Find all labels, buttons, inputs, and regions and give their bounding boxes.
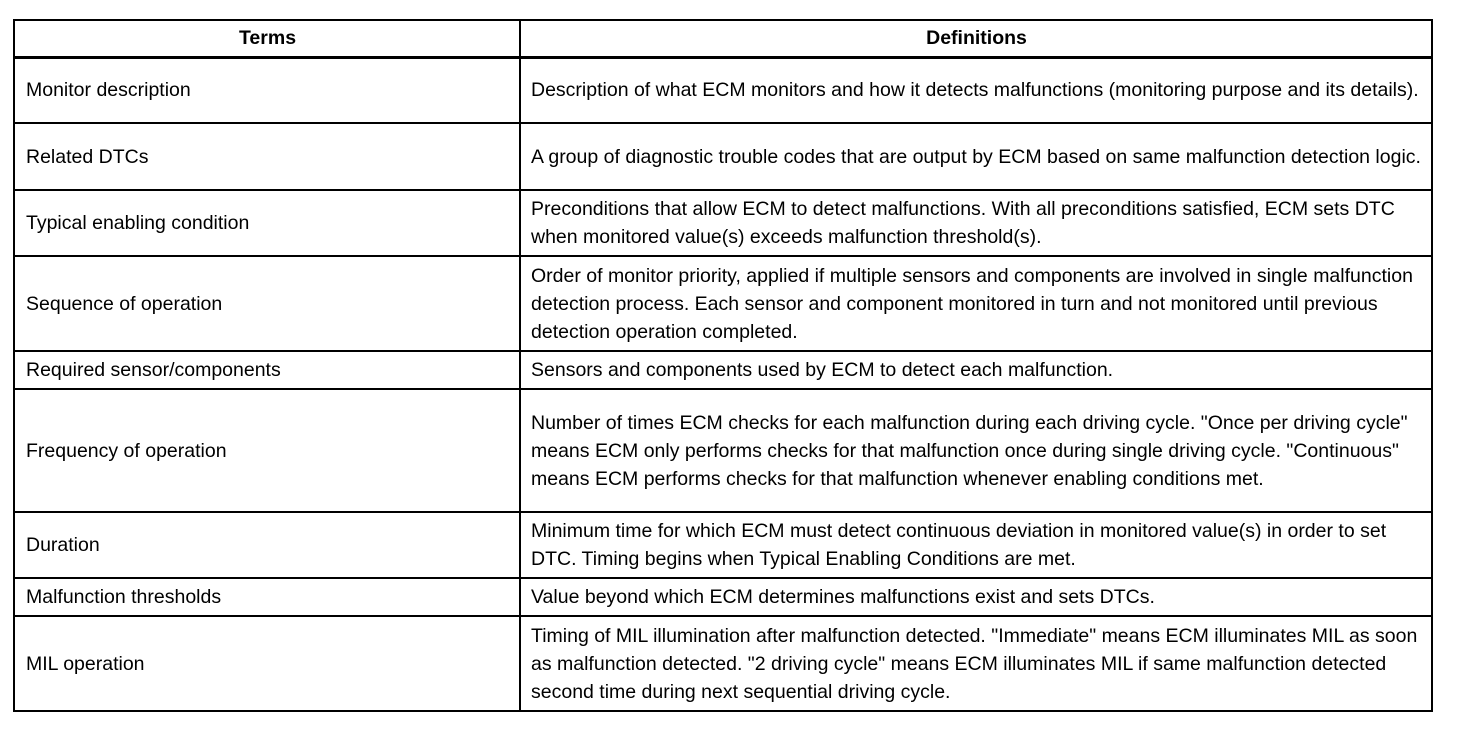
definition-cell: A group of diagnostic trouble codes that are output by ECM based on same malfunction detection logic. bbox=[520, 123, 1432, 190]
table-row bbox=[14, 512, 1432, 578]
term-cell: MIL operation bbox=[14, 616, 520, 711]
term-cell: Typical enabling condition bbox=[14, 190, 520, 256]
header-terms: Terms bbox=[14, 20, 520, 57]
terms-definitions-table bbox=[13, 19, 1433, 712]
term-cell: Related DTCs bbox=[14, 123, 520, 190]
definition-cell: Order of monitor priority, applied if multiple sensors and components are involved in single malfunction detection process. Each sensor and component monitored in turn and not monitored until previous detection operation completed. bbox=[520, 256, 1432, 351]
table-row bbox=[14, 57, 1432, 123]
definition-cell: Preconditions that allow ECM to detect malfunctions. With all preconditions satisfied, ECM sets DTC when monitored value(s) exceeds malfunction threshold(s). bbox=[520, 190, 1432, 256]
definition-cell: Number of times ECM checks for each malfunction during each driving cycle. "Once per driving cycle" means ECM only performs checks for that malfunction once during single driving cycle. "Continuous" means ECM performs checks for that malfunction whenever enabling conditions met. bbox=[520, 389, 1432, 512]
table-row bbox=[14, 256, 1432, 351]
definition-cell: Minimum time for which ECM must detect continuous deviation in monitored value(s) in order to set DTC. Timing begins when Typical Enabling Conditions are met. bbox=[520, 512, 1432, 578]
definition-cell: Sensors and components used by ECM to detect each malfunction. bbox=[520, 351, 1432, 389]
term-cell: Frequency of operation bbox=[14, 389, 520, 512]
table-row bbox=[14, 616, 1432, 711]
table-row bbox=[14, 389, 1432, 512]
definition-cell: Value beyond which ECM determines malfunctions exist and sets DTCs. bbox=[520, 578, 1432, 616]
term-cell: Sequence of operation bbox=[14, 256, 520, 351]
term-cell: Required sensor/components bbox=[14, 351, 520, 389]
term-cell: Duration bbox=[14, 512, 520, 578]
table-row bbox=[14, 123, 1432, 190]
header-definitions: Definitions bbox=[520, 20, 1432, 57]
table-header-row bbox=[14, 20, 1432, 57]
term-cell: Monitor description bbox=[14, 57, 520, 123]
definition-cell: Timing of MIL illumination after malfunction detected. "Immediate" means ECM illuminates MIL as soon as malfunction detected. "2 driving cycle" means ECM illuminates MIL if same malfunction detected second time during next sequential driving cycle. bbox=[520, 616, 1432, 711]
table-row bbox=[14, 351, 1432, 389]
table-row bbox=[14, 190, 1432, 256]
definition-cell: Description of what ECM monitors and how it detects malfunctions (monitoring purpose and its details). bbox=[520, 57, 1432, 123]
term-cell: Malfunction thresholds bbox=[14, 578, 520, 616]
table-row bbox=[14, 578, 1432, 616]
